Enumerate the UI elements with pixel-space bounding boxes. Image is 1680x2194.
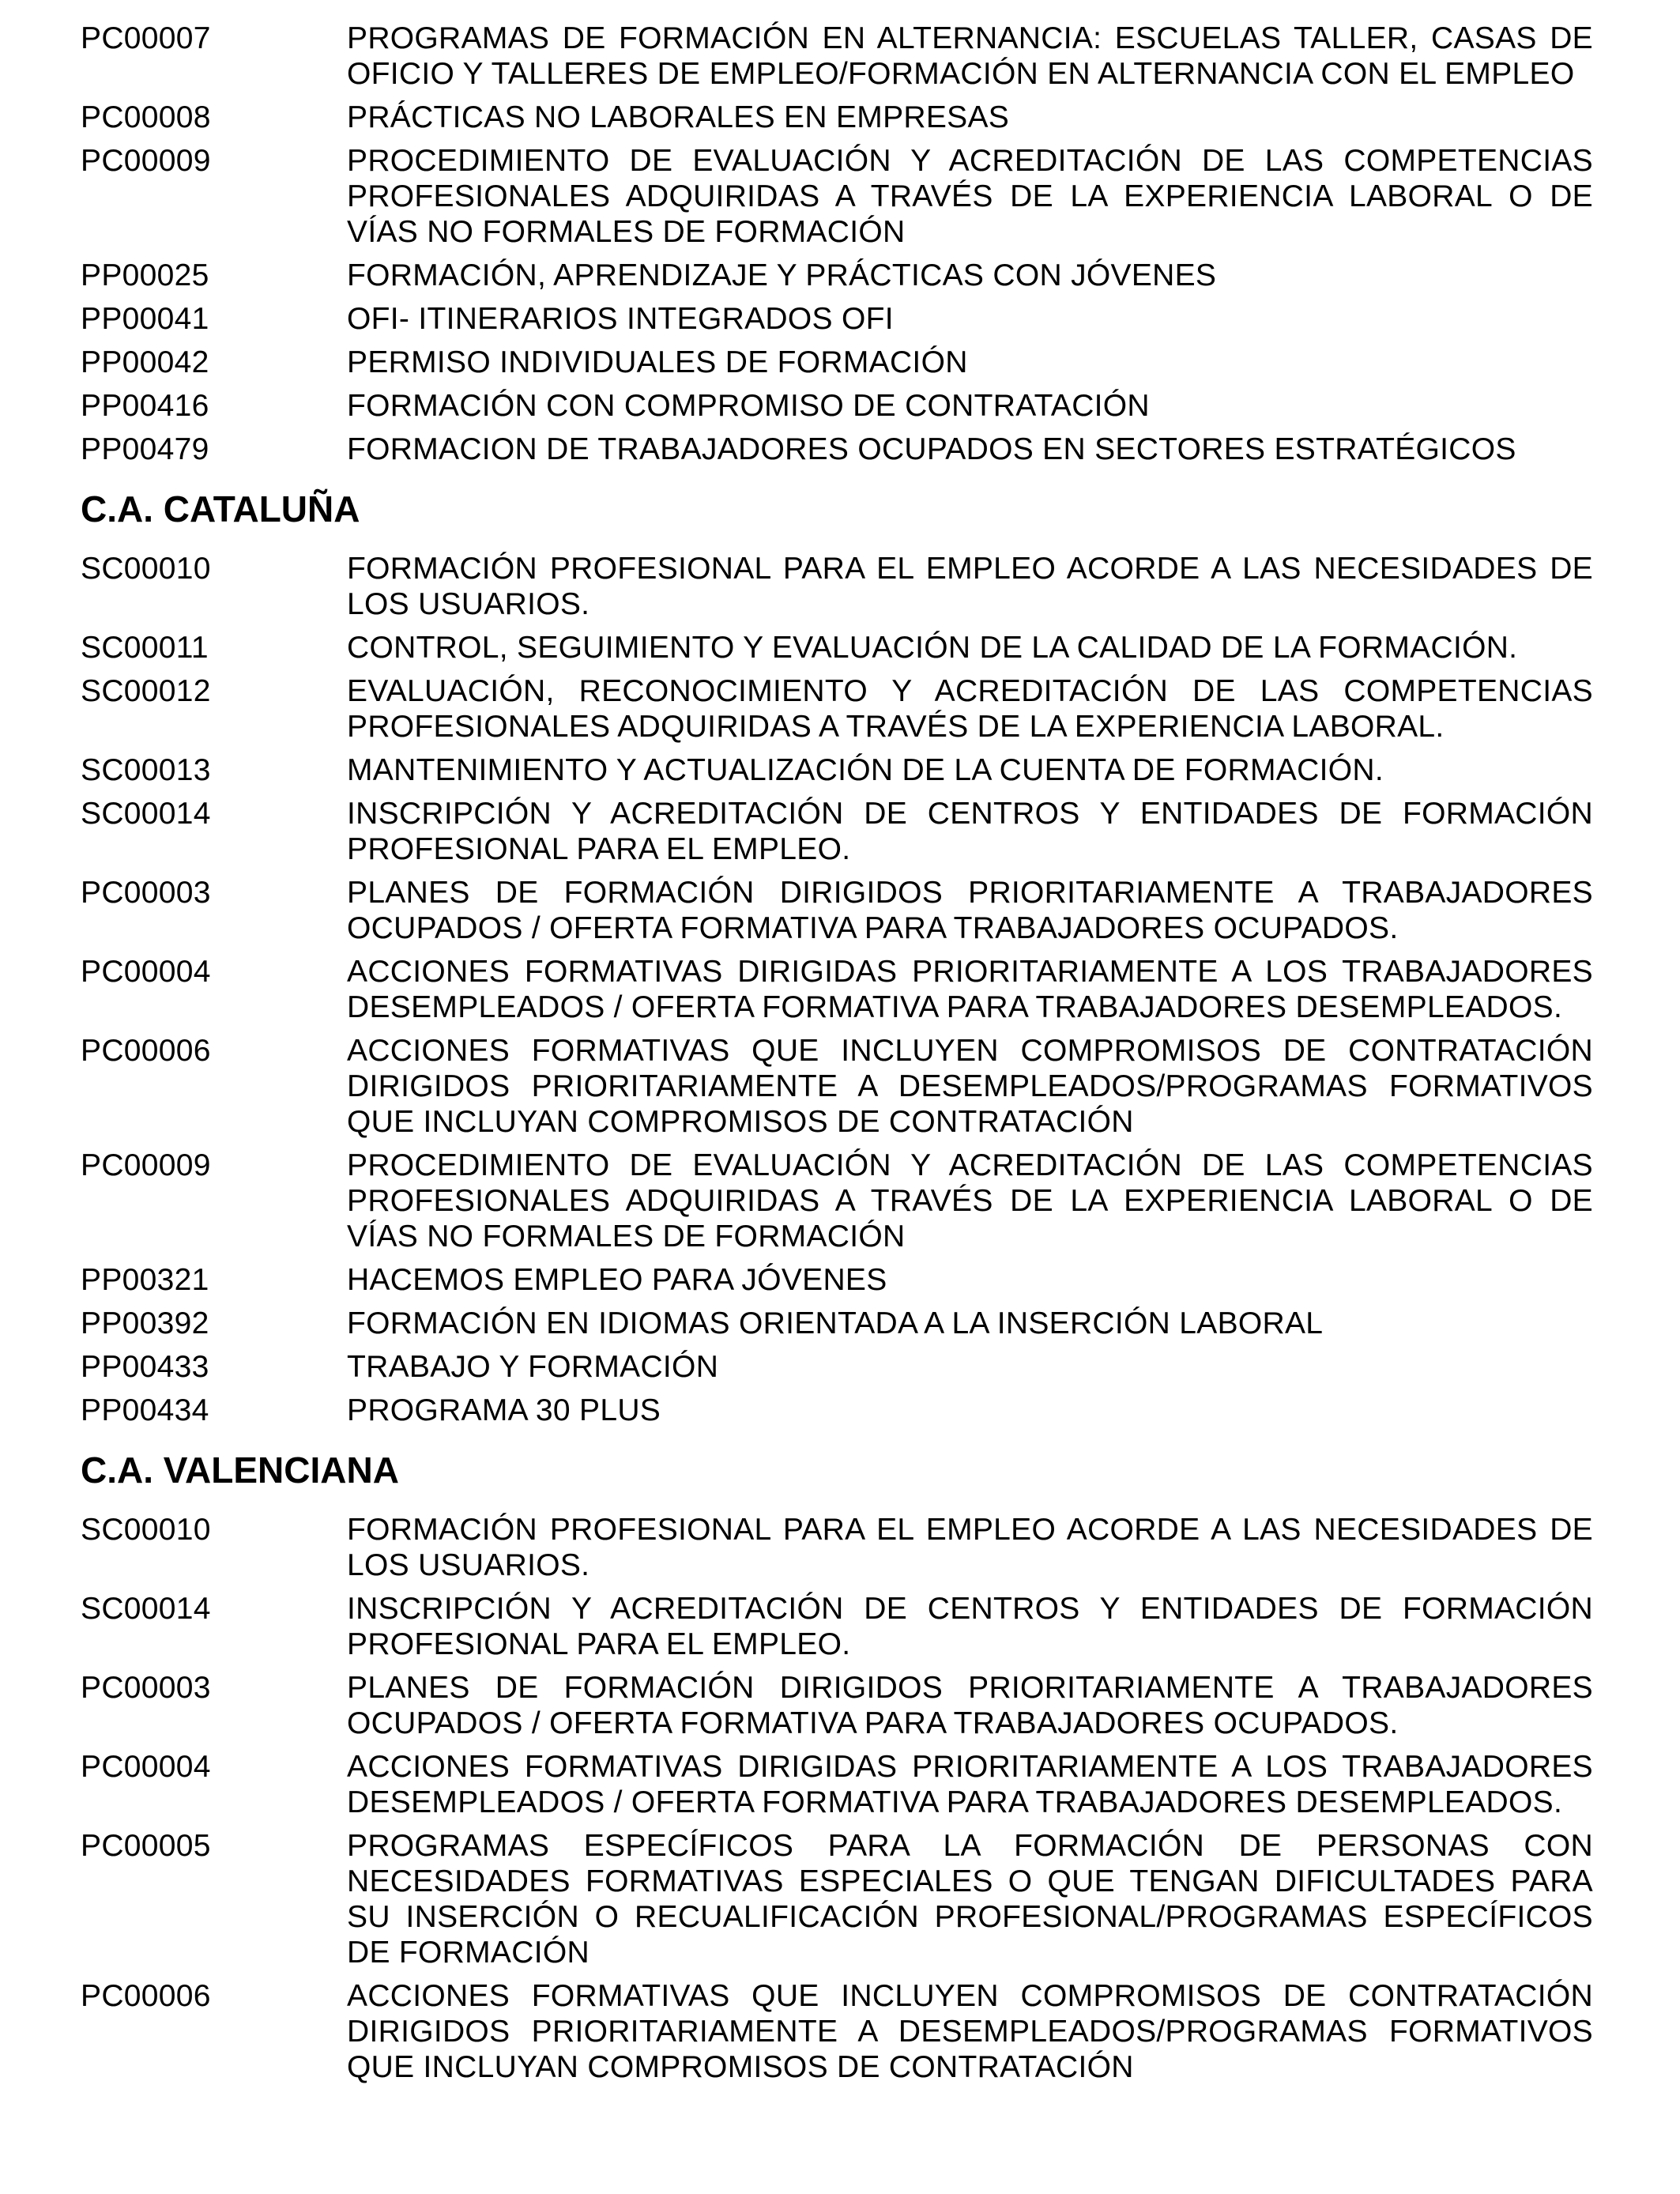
list-item xyxy=(81,301,1593,337)
entry-description: INSCRIPCIÓN Y ACREDITACIÓN DE CENTROS Y ENTIDADES DE FORMACIÓN PROFESIONAL PARA EL EMPLEO. xyxy=(347,797,1593,866)
list-item xyxy=(81,954,1593,1025)
entry-code: PC00003 xyxy=(81,1671,211,1705)
entry-description: PLANES DE FORMACIÓN DIRIGIDOS PRIORITARIAMENTE A TRABAJADORES OCUPADOS / OFERTA FORMATIVA PARA TRABAJADORES OCUPADOS. xyxy=(347,1671,1593,1740)
entry-code: PC00004 xyxy=(81,1750,211,1784)
section-title: C.A. CATALUÑA xyxy=(81,488,360,530)
entry-code: PP00392 xyxy=(81,1306,209,1340)
entry-code: PP00416 xyxy=(81,389,209,423)
list-item xyxy=(81,1749,1593,1820)
list-item xyxy=(81,388,1593,424)
entry-code: PP00434 xyxy=(81,1393,209,1427)
list-item xyxy=(81,258,1593,293)
entry-description: FORMACIÓN EN IDIOMAS ORIENTADA A LA INSERCIÓN LABORAL xyxy=(347,1306,1324,1340)
list-item xyxy=(81,551,1593,622)
list-item xyxy=(81,345,1593,380)
list-item xyxy=(81,1828,1593,1970)
entry-description: ACCIONES FORMATIVAS DIRIGIDAS PRIORITARIAMENTE A LOS TRABAJADORES DESEMPLEADOS / OFERTA FORMATIVA PARA TRABAJADORES DESEMPLEADOS. xyxy=(347,1750,1593,1819)
entry-code: PC00008 xyxy=(81,100,211,134)
entry-description: PROGRAMA 30 PLUS xyxy=(347,1393,661,1427)
entry-description: PROGRAMAS ESPECÍFICOS PARA LA FORMACIÓN DE PERSONAS CON NECESIDADES FORMATIVAS ESPECIALES O QUE TENGAN DIFICULTADES PARA SU INSERCIÓN O RECUALIFICACIÓN PROFESIONAL/PROGRAMAS ESPECÍFICOS DE FORMACIÓN xyxy=(347,1829,1593,1970)
entry-description: PROCEDIMIENTO DE EVALUACIÓN Y ACREDITACIÓN DE LAS COMPETENCIAS PROFESIONALES ADQUIRIDAS A TRAVÉS DE LA EXPERIENCIA LABORAL O DE VÍAS NO FORMALES DE FORMACIÓN xyxy=(347,144,1593,249)
entry-description: TRABAJO Y FORMACIÓN xyxy=(347,1350,719,1384)
entry-description: EVALUACIÓN, RECONOCIMIENTO Y ACREDITACIÓN DE LAS COMPETENCIAS PROFESIONALES ADQUIRIDAS A TRAVÉS DE LA EXPERIENCIA LABORAL. xyxy=(347,674,1593,744)
entry-code: PP00433 xyxy=(81,1350,209,1384)
entry-description: PRÁCTICAS NO LABORALES EN EMPRESAS xyxy=(347,100,1010,134)
entry-description: MANTENIMIENTO Y ACTUALIZACIÓN DE LA CUENTA DE FORMACIÓN. xyxy=(347,753,1384,787)
list-item xyxy=(81,1148,1593,1254)
list-item xyxy=(81,21,1593,92)
list-item xyxy=(81,143,1593,250)
entry-code: PP00025 xyxy=(81,258,209,292)
list-item xyxy=(81,1033,1593,1140)
entry-code: SC00013 xyxy=(81,753,211,787)
entry-description: FORMACIÓN PROFESIONAL PARA EL EMPLEO ACORDE A LAS NECESIDADES DE LOS USUARIOS. xyxy=(347,1513,1593,1582)
entry-code: PP00041 xyxy=(81,302,209,336)
list-item xyxy=(81,1591,1593,1662)
entry-description: ACCIONES FORMATIVAS DIRIGIDAS PRIORITARIAMENTE A LOS TRABAJADORES DESEMPLEADOS / OFERTA FORMATIVA PARA TRABAJADORES DESEMPLEADOS. xyxy=(347,955,1593,1024)
entry-code: SC00014 xyxy=(81,797,211,831)
entry-description: PROGRAMAS DE FORMACIÓN EN ALTERNANCIA: ESCUELAS TALLER, CASAS DE OFICIO Y TALLERES DE EMPLEO/FORMACIÓN EN ALTERNANCIA CON EL EMPLEO xyxy=(347,21,1593,91)
list-item xyxy=(81,1393,1593,1428)
entry-description: ACCIONES FORMATIVAS QUE INCLUYEN COMPROMISOS DE CONTRATACIÓN DIRIGIDOS PRIORITARIAMENTE A DESEMPLEADOS/PROGRAMAS FORMATIVOS QUE INCLUYAN COMPROMISOS DE CONTRATACIÓN xyxy=(347,1979,1593,2084)
section xyxy=(81,21,1593,467)
entry-description: CONTROL, SEGUIMIENTO Y EVALUACIÓN DE LA CALIDAD DE LA FORMACIÓN. xyxy=(347,631,1518,665)
entry-code: SC00014 xyxy=(81,1592,211,1626)
list-item xyxy=(81,796,1593,867)
list-item xyxy=(81,1978,1593,2085)
list-item xyxy=(81,432,1593,467)
entry-description: ACCIONES FORMATIVAS QUE INCLUYEN COMPROMISOS DE CONTRATACIÓN DIRIGIDOS PRIORITARIAMENTE A DESEMPLEADOS/PROGRAMAS FORMATIVOS QUE INCLUYAN COMPROMISOS DE CONTRATACIÓN xyxy=(347,1034,1593,1139)
entry-code: PC00009 xyxy=(81,144,211,178)
entry-code: SC00010 xyxy=(81,552,211,586)
entry-code: PP00479 xyxy=(81,432,209,466)
entry-description: OFI- ITINERARIOS INTEGRADOS OFI xyxy=(347,302,894,336)
entry-code: PP00321 xyxy=(81,1263,209,1297)
entry-description: INSCRIPCIÓN Y ACREDITACIÓN DE CENTROS Y ENTIDADES DE FORMACIÓN PROFESIONAL PARA EL EMPLEO. xyxy=(347,1592,1593,1661)
entry-description: HACEMOS EMPLEO PARA JÓVENES xyxy=(347,1263,887,1297)
list-item xyxy=(81,673,1593,745)
list-item xyxy=(81,1306,1593,1341)
list-item xyxy=(81,875,1593,946)
entry-code: SC00010 xyxy=(81,1513,211,1547)
entry-code: SC00012 xyxy=(81,674,211,708)
entry-code: PP00042 xyxy=(81,345,209,379)
list-item xyxy=(81,1262,1593,1298)
entry-code: PC00005 xyxy=(81,1829,211,1863)
entry-description: FORMACIÓN CON COMPROMISO DE CONTRATACIÓN xyxy=(347,389,1150,423)
entry-code: PC00004 xyxy=(81,955,211,989)
list-item xyxy=(81,752,1593,788)
entry-description: FORMACION DE TRABAJADORES OCUPADOS EN SECTORES ESTRATÉGICOS xyxy=(347,432,1516,466)
list-item xyxy=(81,1512,1593,1583)
list-item xyxy=(81,100,1593,135)
entry-code: PC00009 xyxy=(81,1148,211,1182)
entry-code: SC00011 xyxy=(81,631,209,665)
entry-code: PC00006 xyxy=(81,1979,211,2013)
list-item xyxy=(81,630,1593,665)
entry-description: PROCEDIMIENTO DE EVALUACIÓN Y ACREDITACIÓN DE LAS COMPETENCIAS PROFESIONALES ADQUIRIDAS A TRAVÉS DE LA EXPERIENCIA LABORAL O DE VÍAS NO FORMALES DE FORMACIÓN xyxy=(347,1148,1593,1253)
entry-code: PC00007 xyxy=(81,21,211,55)
section xyxy=(81,488,1593,1428)
entry-description: PLANES DE FORMACIÓN DIRIGIDOS PRIORITARIAMENTE A TRABAJADORES OCUPADOS / OFERTA FORMATIVA PARA TRABAJADORES OCUPADOS. xyxy=(347,876,1593,945)
entry-description: PERMISO INDIVIDUALES DE FORMACIÓN xyxy=(347,345,968,379)
list-item xyxy=(81,1349,1593,1385)
document-body xyxy=(81,21,1593,2093)
entry-code: PC00003 xyxy=(81,876,211,910)
section xyxy=(81,1449,1593,2085)
entry-description: FORMACIÓN, APRENDIZAJE Y PRÁCTICAS CON JÓVENES xyxy=(347,258,1217,292)
list-item xyxy=(81,1670,1593,1741)
section-title: C.A. VALENCIANA xyxy=(81,1449,399,1491)
entry-description: FORMACIÓN PROFESIONAL PARA EL EMPLEO ACORDE A LAS NECESIDADES DE LOS USUARIOS. xyxy=(347,552,1593,621)
entry-code: PC00006 xyxy=(81,1034,211,1068)
